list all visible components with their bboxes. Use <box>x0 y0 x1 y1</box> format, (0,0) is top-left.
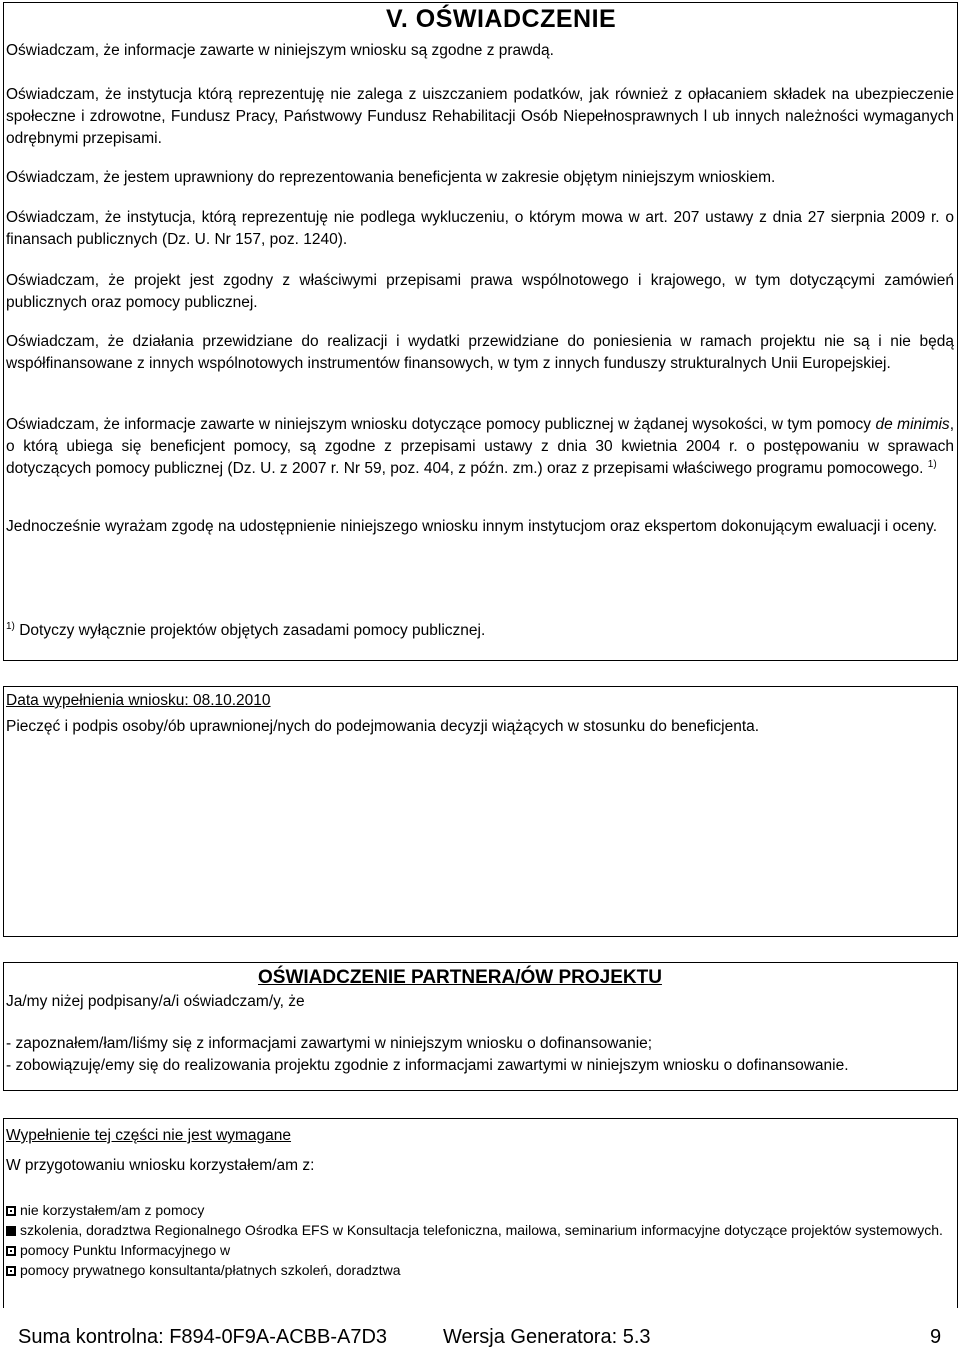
generator-version: Wersja Generatora: 5.3 <box>443 1326 651 1348</box>
declaration-consent: Jednocześnie wyrażam zgodę na udostępnienie niniejszego wniosku innym instytucjom oraz ekspertom dokonującym ewaluacji i oceny. <box>6 518 938 535</box>
stamp-signature-label: Pieczęć i podpis osoby/ób uprawnionej/nych do podejmowania decyzji wiążących w stosunku do beneficjenta. <box>6 718 760 735</box>
date-field: Data wypełnienia wniosku: 08.10.2010 <box>6 692 271 709</box>
option-label: nie korzystałem/am z pomocy <box>20 1202 205 1218</box>
de-minimis-text: de minimis <box>875 416 950 433</box>
declaration-authorized: Oświadczam, że jestem uprawniony do reprezentowania beneficjenta w zakresie objętym niniejszym wnioskiem. <box>6 169 776 186</box>
option-label: pomocy Punktu Informacyjnego w <box>20 1242 231 1258</box>
option-list <box>6 1201 946 1279</box>
footnote <box>6 620 954 642</box>
state-aid-text-a: Oświadczam, że informacje zawarte w niniejszym wniosku dotyczące pomocy publicznej w żądanej wysokości, w tym pomocy <box>6 416 876 433</box>
option-no-help[interactable] <box>6 1201 946 1219</box>
optional-header: Wypełnienie tej części nie jest wymagane <box>6 1127 292 1144</box>
checkbox-unchecked-icon[interactable] <box>6 1246 16 1256</box>
partner-title: OŚWIADCZENIE PARTNERA/ÓW PROJEKTU <box>258 967 662 988</box>
declaration-compliance: Oświadczam, że projekt jest zgodny z właściwymi przepisami prawa wspólnotowego i krajowego, w tym dotyczącymi zamówień publicznych oraz pomocy publicznej. <box>6 272 954 311</box>
declaration-exclusion: Oświadczam, że instytucja, którą reprezentuję nie podlega wykluczeniu, o którym mowa w art. 207 ustawy z dnia 27 sierpnia 2009 r. o finansach publicznych (Dz. U. Nr 157, poz. 1240). <box>6 209 954 248</box>
checkbox-checked-icon[interactable] <box>6 1226 16 1236</box>
option-label: szkolenia, doradztwa Regionalnego Ośrodka EFS w Konsultacja telefoniczna, mailowa, seminarium informacyjne dotyczące projektów systemowych. <box>20 1222 943 1238</box>
option-efs-training[interactable] <box>6 1221 946 1239</box>
checkbox-unchecked-icon[interactable] <box>6 1266 16 1276</box>
declaration-truth: Oświadczam, że informacje zawarte w niniejszym wniosku są zgodne z prawdą. <box>6 42 554 59</box>
partner-line-1: - zapoznałem/łam/liśmy się z informacjami zawartymi w niniejszym wniosku o dofinansowanie; <box>6 1035 653 1052</box>
section-title: V. OŚWIADCZENIE <box>386 5 617 33</box>
option-private-consultant[interactable] <box>6 1261 946 1279</box>
state-aid-text-b: , o którą ubiega się beneficjent pomocy, są zgodne z przepisami ustawy z dnia 30 kwietnia 2004 r. o postępowaniu w sprawach dotyczących pomocy publicznej (Dz. U. z 2007 r. Nr 59, poz. 404, z późn. zm.) oraz z przepisami właściwego programu pomocowego. <box>6 416 954 477</box>
footnote-text: Dotyczy wyłącznie projektów objętych zasadami pomocy publicznej. <box>14 622 486 639</box>
checkbox-unchecked-icon[interactable] <box>6 1206 16 1216</box>
page-number: 9 <box>930 1326 942 1348</box>
checksum: Suma kontrolna: F894-0F9A-ACBB-A7D3 <box>18 1326 388 1348</box>
footnote-number: 1) <box>6 620 15 632</box>
option-label: pomocy prywatnego konsultanta/płatnych szkoleń, doradztwa <box>20 1262 401 1278</box>
footnote-marker: 1) <box>927 458 937 470</box>
declaration-taxes: Oświadczam, że instytucja którą reprezentuję nie zalega z uiszczaniem podatków, jak również z opłacaniem składek na ubezpieczenie społeczne i zdrowotne, Fundusz Pracy, Państwowy Fundusz Rehabilitacji Osób Niepełnosprawnych l ub innych należności wymaganych odrębnymi przepisami. <box>6 86 954 147</box>
declaration-state-aid <box>6 414 954 480</box>
partner-intro: Ja/my niżej podpisany/a/i oświadczam/y, że <box>6 993 305 1010</box>
optional-question: W przygotowaniu wniosku korzystałem/am z: <box>6 1157 315 1174</box>
partner-line-2: - zobowiązuję/emy się do realizowania projektu zgodnie z informacjami zawartymi w niniejszym wniosku o dofinansowanie. <box>6 1057 849 1074</box>
declaration-cofinancing: Oświadczam, że działania przewidziane do realizacji i wydatki przewidziane do poniesienia w ramach projektu nie są i nie będą współfinansowane z innych wspólnotowych instrumentów finansowych, w tym z innych funduszy strukturalnych Unii Europejskiej. <box>6 333 954 372</box>
option-info-point[interactable] <box>6 1241 946 1259</box>
